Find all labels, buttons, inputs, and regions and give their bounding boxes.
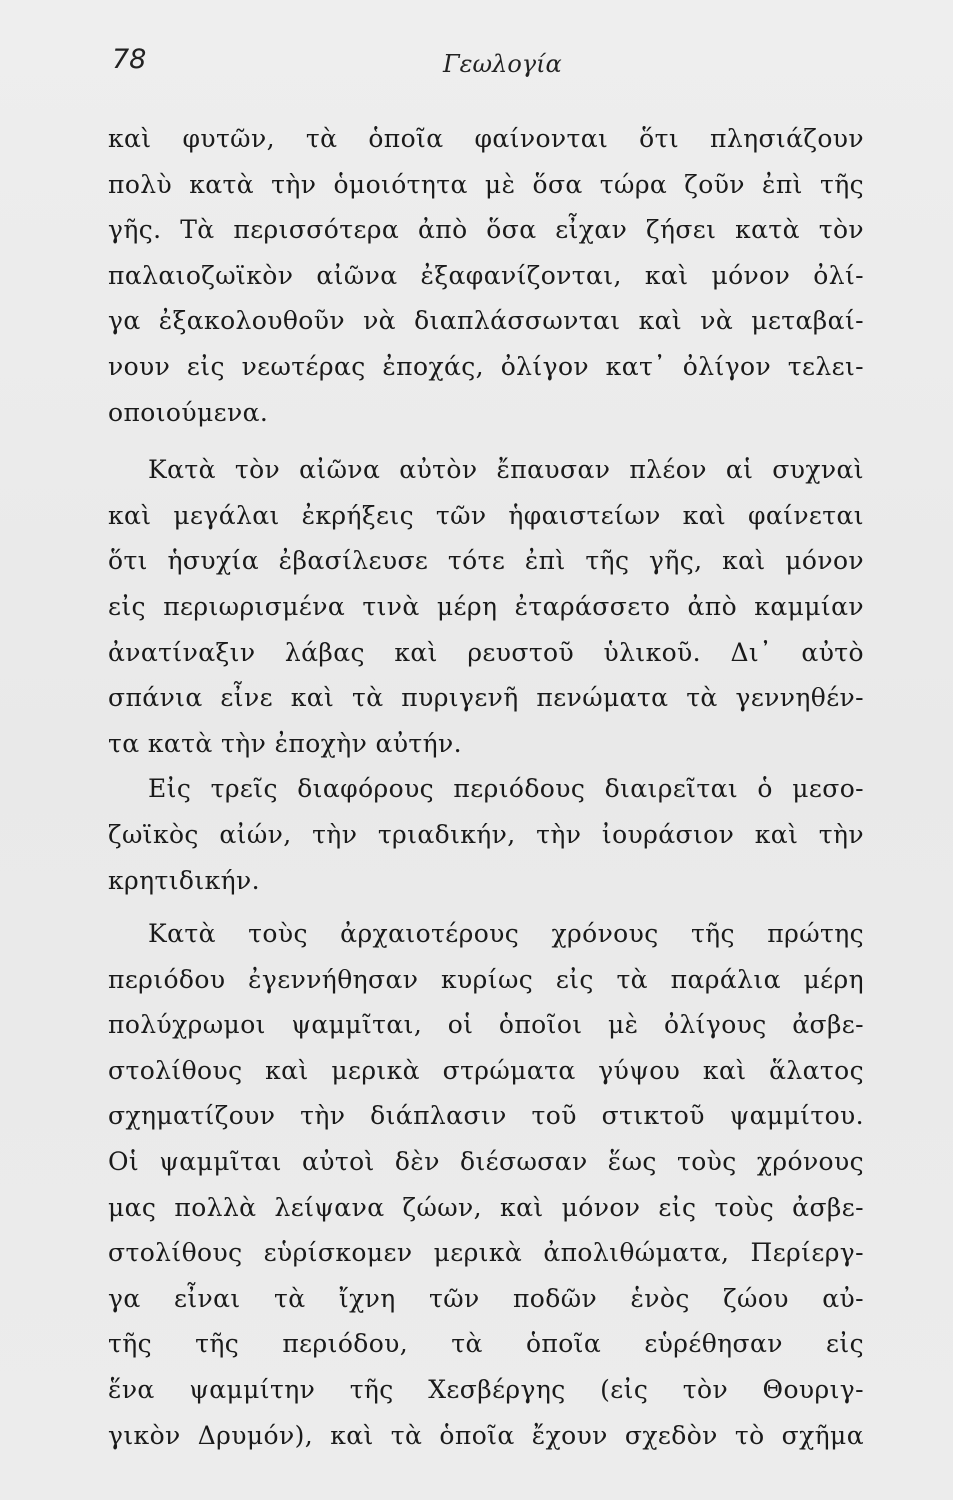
text-line: γικὸν Δρυμόν), καὶ τὰ ὁποῖα ἔχουν σχεδὸν τὸ σχῆμα bbox=[108, 1420, 864, 1450]
paragraph-4 bbox=[108, 911, 864, 1458]
text-line: ὅτι ἡσυχία ἐβασίλευσε τότε ἐπὶ τῆς γῆς, καὶ μόνον bbox=[108, 546, 864, 576]
text-line: οποιούμενα. bbox=[108, 397, 269, 427]
text-line: πολύχρωμοι ψαμμῖται, οἱ ὁποῖοι μὲ ὀλίγους ἀσβε- bbox=[108, 1010, 864, 1040]
text-line: περιόδου ἐγεννήθησαν κυρίως εἰς τὰ παράλια μέρη bbox=[108, 964, 864, 994]
page-header bbox=[0, 44, 953, 84]
text-line: γα ἐξακολουθοῦν νὰ διαπλάσσωνται καὶ νὰ μεταβαί- bbox=[108, 306, 864, 336]
text-line: Οἱ ψαμμῖται αὐτοὶ δὲν διέσωσαν ἕως τοὺς χρόνους bbox=[108, 1147, 864, 1177]
paragraph-3 bbox=[108, 766, 864, 903]
text-line: πολὺ κατὰ τὴν ὁμοιότητα μὲ ὅσα τώρα ζοῦν ἐπὶ τῆς bbox=[108, 169, 864, 199]
text-line: καὶ μεγάλαι ἐκρήξεις τῶν ἡφαιστείων καὶ φαίνεται bbox=[108, 500, 864, 530]
paragraph-1 bbox=[108, 116, 864, 435]
page-number: 78 bbox=[112, 44, 147, 75]
text-line: καὶ φυτῶν, τὰ ὁποῖα φαίνονται ὅτι πλησιάζουν bbox=[108, 124, 864, 153]
text-line: ἕνα ψαμμίτην τῆς Χεσβέργης (εἰς τὸν Θουριγ- bbox=[108, 1375, 864, 1405]
paragraph-2 bbox=[108, 447, 864, 766]
text-line: στολίθους εὑρίσκομεν μερικὰ ἀπολιθώματα, Περίεργ- bbox=[108, 1238, 864, 1268]
text-line: γα εἶναι τὰ ἴχνη τῶν ποδῶν ἑνὸς ζώου αὐ- bbox=[108, 1283, 864, 1313]
text-line: τῆς τῆς περιόδου, τὰ ὁποῖα εὑρέθησαν εἰς bbox=[108, 1329, 864, 1359]
text-line: σχηματίζουν τὴν διάπλασιν τοῦ στικτοῦ ψαμμίτου. bbox=[108, 1101, 864, 1131]
running-title: Γεωλογία bbox=[443, 50, 562, 78]
text-line: Εἰς τρεῖς διαφόρους περιόδους διαιρεῖται ὁ μεσο- bbox=[148, 774, 864, 804]
text-line: γῆς. Τὰ περισσότερα ἀπὸ ὅσα εἶχαν ζήσει κατὰ τὸν bbox=[108, 215, 864, 245]
paragraph-gap bbox=[108, 435, 864, 447]
text-line: Κατὰ τὸν αἰῶνα αὐτὸν ἔπαυσαν πλέον αἱ συχναὶ bbox=[148, 455, 864, 485]
text-line: ζωϊκὸς αἰών, τὴν τριαδικήν, τὴν ἰουράσιον καὶ τὴν bbox=[108, 819, 864, 849]
text-line: νουν εἰς νεωτέρας ἐποχάς, ὀλίγον κατ᾽ ὀλίγον τελει- bbox=[108, 351, 864, 381]
text-line: μας πολλὰ λείψανα ζώων, καὶ μόνον εἰς τοὺς ἀσβε- bbox=[108, 1192, 864, 1222]
text-line: τα κατὰ τὴν ἐποχὴν αὐτήν. bbox=[108, 728, 462, 758]
text-line: εἰς περιωρισμένα τινὰ μέρη ἐταράσσετο ἀπὸ καμμίαν bbox=[108, 591, 864, 621]
text-line: σπάνια εἶνε καὶ τὰ πυριγενῆ πενώματα τὰ γεννηθέν- bbox=[108, 683, 864, 713]
text-line: παλαιοζωϊκὸν αἰῶνα ἐξαφανίζονται, καὶ μόνον ὀλί- bbox=[108, 260, 864, 290]
text-line: στολίθους καὶ μερικὰ στρώματα γύψου καὶ ἅλατος bbox=[108, 1055, 864, 1085]
text-line: ἀνατίναξιν λάβας καὶ ρευστοῦ ὑλικοῦ. Δι᾽ αὐτὸ bbox=[108, 637, 864, 667]
body-text bbox=[108, 116, 864, 1458]
paragraph-gap bbox=[108, 903, 864, 911]
text-line: Κατὰ τοὺς ἀρχαιοτέρους χρόνους τῆς πρώτης bbox=[148, 919, 864, 949]
text-line: κρητιδικήν. bbox=[108, 865, 260, 895]
